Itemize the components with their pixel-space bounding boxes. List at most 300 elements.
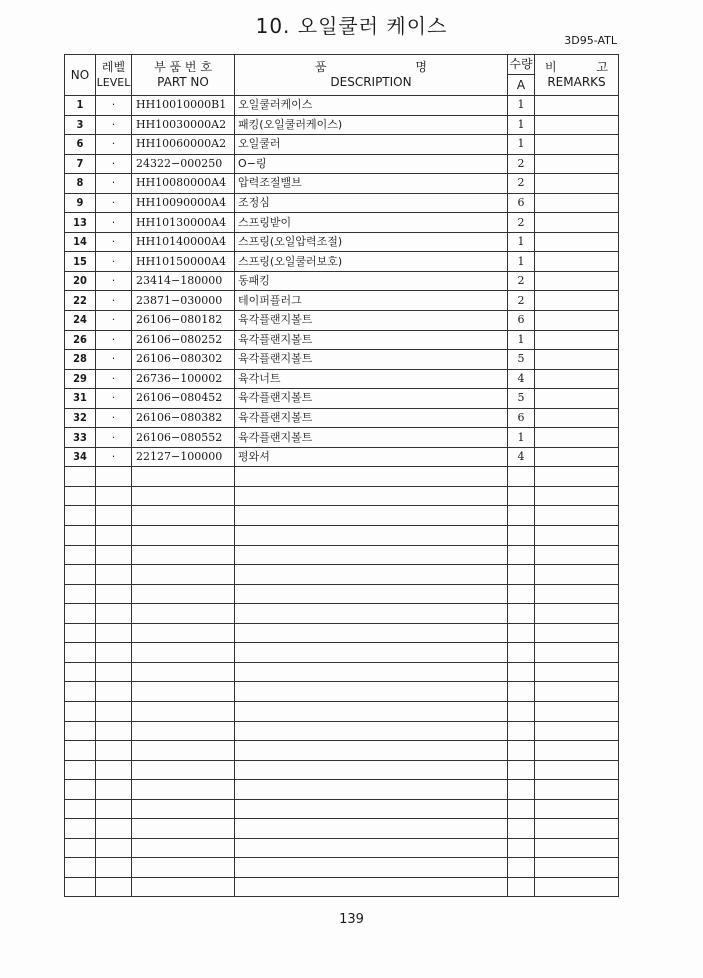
row-no: 31 — [65, 389, 96, 409]
empty-cell — [508, 486, 535, 506]
empty-table-row — [65, 467, 619, 487]
empty-table-row — [65, 526, 619, 546]
empty-cell — [96, 526, 132, 546]
row-description: 스프링(오일압력조절) — [235, 232, 508, 252]
empty-cell — [535, 701, 619, 721]
empty-cell — [535, 604, 619, 624]
empty-table-row — [65, 741, 619, 761]
empty-cell — [508, 467, 535, 487]
empty-cell — [535, 506, 619, 526]
empty-table-row — [65, 682, 619, 702]
empty-cell — [65, 838, 96, 858]
empty-cell — [535, 545, 619, 565]
empty-cell — [132, 780, 235, 800]
header-desc-ko-1: 품 — [315, 60, 327, 74]
empty-cell — [508, 760, 535, 780]
row-part-no: HH10030000A2 — [132, 115, 235, 135]
empty-table-row — [65, 780, 619, 800]
row-no: 34 — [65, 447, 96, 467]
row-remarks — [535, 350, 619, 370]
row-part-no: HH10060000A2 — [132, 135, 235, 155]
row-part-no: 26106−080182 — [132, 311, 235, 331]
table-header-row — [65, 55, 619, 96]
row-description: 압력조절밸브 — [235, 174, 508, 194]
row-level: · — [96, 428, 132, 448]
empty-cell — [235, 526, 508, 546]
empty-cell — [535, 565, 619, 585]
header-remarks-ko — [535, 60, 618, 75]
empty-cell — [132, 760, 235, 780]
row-quantity: 2 — [508, 154, 535, 174]
empty-table-row — [65, 858, 619, 878]
row-quantity: 1 — [508, 96, 535, 116]
row-part-no: HH10150000A4 — [132, 252, 235, 272]
row-remarks — [535, 135, 619, 155]
table-row — [65, 408, 619, 428]
row-description: 오일쿨러케이스 — [235, 96, 508, 116]
row-quantity: 1 — [508, 428, 535, 448]
row-remarks — [535, 154, 619, 174]
header-remarks-ko-2: 고 — [596, 60, 608, 74]
empty-cell — [235, 506, 508, 526]
table-row — [65, 96, 619, 116]
table-row — [65, 447, 619, 467]
empty-table-row — [65, 584, 619, 604]
row-description: 스프링(오일쿨러보호) — [235, 252, 508, 272]
row-description: 오일쿨러 — [235, 135, 508, 155]
row-part-no: HH10080000A4 — [132, 174, 235, 194]
row-level: · — [96, 271, 132, 291]
row-part-no: HH10010000B1 — [132, 96, 235, 116]
empty-cell — [235, 565, 508, 585]
empty-cell — [508, 858, 535, 878]
empty-cell — [235, 486, 508, 506]
row-level: · — [96, 389, 132, 409]
empty-cell — [508, 877, 535, 897]
row-level: · — [96, 174, 132, 194]
row-level: · — [96, 193, 132, 213]
empty-cell — [96, 565, 132, 585]
row-part-no: 24322−000250 — [132, 154, 235, 174]
row-part-no: 23871−030000 — [132, 291, 235, 311]
empty-cell — [235, 760, 508, 780]
empty-cell — [535, 838, 619, 858]
row-description: 테이퍼플러그 — [235, 291, 508, 311]
row-no: 13 — [65, 213, 96, 233]
empty-cell — [508, 838, 535, 858]
empty-cell — [96, 604, 132, 624]
empty-table-row — [65, 604, 619, 624]
empty-cell — [96, 838, 132, 858]
row-part-no: 26736−100002 — [132, 369, 235, 389]
row-quantity: 1 — [508, 330, 535, 350]
row-no: 1 — [65, 96, 96, 116]
row-quantity: 6 — [508, 311, 535, 331]
row-part-no: HH10140000A4 — [132, 232, 235, 252]
row-no: 33 — [65, 428, 96, 448]
row-remarks — [535, 311, 619, 331]
header-no: NO — [65, 55, 96, 96]
empty-cell — [132, 604, 235, 624]
page-number: 139 — [339, 912, 364, 927]
table-row — [65, 311, 619, 331]
empty-cell — [535, 486, 619, 506]
empty-table-row — [65, 565, 619, 585]
row-no: 3 — [65, 115, 96, 135]
header-desc-en: DESCRIPTION — [330, 75, 412, 89]
row-description: 육각플랜지볼트 — [235, 311, 508, 331]
row-part-no: 23414−180000 — [132, 271, 235, 291]
empty-cell — [96, 545, 132, 565]
row-level: · — [96, 350, 132, 370]
row-no: 24 — [65, 311, 96, 331]
empty-cell — [132, 741, 235, 761]
row-description: 육각플랜지볼트 — [235, 330, 508, 350]
empty-table-row — [65, 799, 619, 819]
empty-cell — [535, 799, 619, 819]
empty-cell — [508, 682, 535, 702]
empty-cell — [508, 819, 535, 839]
empty-cell — [508, 565, 535, 585]
empty-cell — [508, 545, 535, 565]
row-remarks — [535, 174, 619, 194]
header-remarks-ko-1: 비 — [545, 60, 557, 74]
empty-cell — [235, 819, 508, 839]
empty-cell — [132, 799, 235, 819]
empty-cell — [508, 721, 535, 741]
header-qty-ko: 수량 — [508, 55, 534, 75]
empty-table-row — [65, 545, 619, 565]
table-row — [65, 271, 619, 291]
empty-cell — [65, 643, 96, 663]
empty-cell — [535, 584, 619, 604]
empty-cell — [235, 682, 508, 702]
empty-cell — [65, 584, 96, 604]
empty-cell — [96, 760, 132, 780]
row-quantity: 5 — [508, 350, 535, 370]
header-level-en: LEVEL — [96, 76, 131, 89]
empty-table-row — [65, 506, 619, 526]
empty-cell — [508, 643, 535, 663]
parts-table-container — [64, 54, 618, 897]
empty-cell — [96, 780, 132, 800]
header-part-ko: 부 품 번 호 — [154, 60, 212, 74]
empty-cell — [132, 721, 235, 741]
empty-cell — [235, 741, 508, 761]
table-row — [65, 369, 619, 389]
header-desc-ko-2: 명 — [415, 60, 427, 74]
row-level: · — [96, 115, 132, 135]
row-remarks — [535, 428, 619, 448]
empty-table-row — [65, 701, 619, 721]
row-part-no: 22127−100000 — [132, 447, 235, 467]
empty-cell — [65, 701, 96, 721]
empty-cell — [65, 545, 96, 565]
row-part-no: 26106−080382 — [132, 408, 235, 428]
row-level: · — [96, 154, 132, 174]
empty-cell — [132, 819, 235, 839]
row-remarks — [535, 96, 619, 116]
row-remarks — [535, 369, 619, 389]
table-row — [65, 193, 619, 213]
empty-cell — [65, 799, 96, 819]
empty-cell — [65, 526, 96, 546]
empty-cell — [96, 486, 132, 506]
row-quantity: 6 — [508, 408, 535, 428]
empty-cell — [96, 858, 132, 878]
empty-cell — [235, 780, 508, 800]
row-no: 22 — [65, 291, 96, 311]
table-row — [65, 330, 619, 350]
row-quantity: 1 — [508, 135, 535, 155]
empty-cell — [65, 604, 96, 624]
empty-cell — [235, 662, 508, 682]
empty-cell — [96, 682, 132, 702]
empty-cell — [235, 838, 508, 858]
empty-cell — [235, 604, 508, 624]
row-level: · — [96, 311, 132, 331]
empty-cell — [96, 799, 132, 819]
empty-cell — [535, 877, 619, 897]
header-qty-sub: A — [516, 78, 526, 92]
header-description — [235, 55, 508, 96]
row-no: 29 — [65, 369, 96, 389]
row-description: 조정심 — [235, 193, 508, 213]
row-level: · — [96, 213, 132, 233]
row-quantity: 2 — [508, 213, 535, 233]
empty-cell — [235, 623, 508, 643]
row-part-no: 26106−080302 — [132, 350, 235, 370]
empty-cell — [535, 741, 619, 761]
row-remarks — [535, 330, 619, 350]
empty-cell — [235, 721, 508, 741]
empty-cell — [132, 565, 235, 585]
empty-table-row — [65, 662, 619, 682]
row-no: 32 — [65, 408, 96, 428]
empty-cell — [96, 506, 132, 526]
header-part-en: PART NO — [157, 75, 209, 89]
row-level: · — [96, 135, 132, 155]
empty-cell — [508, 741, 535, 761]
empty-table-row — [65, 623, 619, 643]
row-description: O−링 — [235, 154, 508, 174]
empty-cell — [132, 584, 235, 604]
row-remarks — [535, 115, 619, 135]
empty-cell — [132, 877, 235, 897]
row-quantity: 2 — [508, 174, 535, 194]
empty-table-row — [65, 721, 619, 741]
empty-cell — [235, 584, 508, 604]
parts-table — [64, 54, 619, 897]
row-remarks — [535, 408, 619, 428]
empty-cell — [96, 819, 132, 839]
table-row — [65, 350, 619, 370]
table-row — [65, 174, 619, 194]
row-description: 평와셔 — [235, 447, 508, 467]
empty-cell — [535, 467, 619, 487]
empty-cell — [96, 741, 132, 761]
row-description: 육각너트 — [235, 369, 508, 389]
row-no: 8 — [65, 174, 96, 194]
empty-table-row — [65, 838, 619, 858]
empty-cell — [132, 662, 235, 682]
table-row — [65, 135, 619, 155]
row-description: 육각플랜지볼트 — [235, 350, 508, 370]
empty-cell — [96, 721, 132, 741]
empty-cell — [96, 701, 132, 721]
empty-cell — [535, 526, 619, 546]
model-code: 3D95-ATL — [564, 34, 617, 47]
empty-table-row — [65, 486, 619, 506]
table-row — [65, 154, 619, 174]
empty-cell — [65, 760, 96, 780]
empty-cell — [508, 584, 535, 604]
row-remarks — [535, 232, 619, 252]
table-body — [65, 96, 619, 897]
row-no: 14 — [65, 232, 96, 252]
header-level-ko: 레벨 — [101, 60, 126, 74]
row-no: 6 — [65, 135, 96, 155]
row-level: · — [96, 232, 132, 252]
row-level: · — [96, 447, 132, 467]
empty-cell — [65, 623, 96, 643]
empty-table-row — [65, 877, 619, 897]
empty-cell — [235, 545, 508, 565]
empty-cell — [535, 858, 619, 878]
empty-cell — [65, 662, 96, 682]
empty-cell — [65, 506, 96, 526]
header-level — [96, 55, 132, 96]
empty-cell — [132, 858, 235, 878]
row-quantity: 1 — [508, 232, 535, 252]
empty-cell — [132, 643, 235, 663]
empty-cell — [508, 604, 535, 624]
row-part-no: 26106−080452 — [132, 389, 235, 409]
empty-table-row — [65, 819, 619, 839]
row-no: 28 — [65, 350, 96, 370]
empty-cell — [65, 486, 96, 506]
row-remarks — [535, 271, 619, 291]
row-quantity: 2 — [508, 291, 535, 311]
empty-cell — [535, 682, 619, 702]
empty-cell — [65, 565, 96, 585]
empty-cell — [132, 623, 235, 643]
empty-cell — [65, 741, 96, 761]
empty-cell — [96, 877, 132, 897]
empty-cell — [96, 662, 132, 682]
empty-cell — [132, 838, 235, 858]
row-quantity: 1 — [508, 252, 535, 272]
empty-cell — [96, 623, 132, 643]
empty-cell — [65, 467, 96, 487]
empty-cell — [535, 643, 619, 663]
empty-cell — [65, 877, 96, 897]
row-part-no: 26106−080552 — [132, 428, 235, 448]
empty-cell — [235, 701, 508, 721]
empty-cell — [508, 623, 535, 643]
row-level: · — [96, 252, 132, 272]
row-remarks — [535, 291, 619, 311]
row-level: · — [96, 291, 132, 311]
row-quantity: 6 — [508, 193, 535, 213]
empty-cell — [508, 799, 535, 819]
row-remarks — [535, 213, 619, 233]
empty-cell — [235, 467, 508, 487]
row-description: 육각플랜지볼트 — [235, 408, 508, 428]
header-part-no — [132, 55, 235, 96]
empty-cell — [535, 623, 619, 643]
empty-cell — [96, 584, 132, 604]
row-no: 20 — [65, 271, 96, 291]
row-quantity: 2 — [508, 271, 535, 291]
empty-cell — [132, 486, 235, 506]
header-desc-ko — [235, 60, 507, 75]
empty-cell — [65, 780, 96, 800]
row-no: 7 — [65, 154, 96, 174]
empty-cell — [65, 682, 96, 702]
empty-cell — [132, 526, 235, 546]
row-remarks — [535, 252, 619, 272]
row-remarks — [535, 447, 619, 467]
row-description: 패킹(오일쿨러케이스) — [235, 115, 508, 135]
header-quantity — [508, 55, 535, 96]
page-title: 10. 오일쿨러 케이스 — [255, 14, 448, 38]
header-remarks-en: REMARKS — [547, 75, 606, 89]
table-row — [65, 291, 619, 311]
empty-cell — [132, 701, 235, 721]
empty-table-row — [65, 643, 619, 663]
empty-cell — [132, 467, 235, 487]
empty-table-row — [65, 760, 619, 780]
row-description: 동패킹 — [235, 271, 508, 291]
row-no: 26 — [65, 330, 96, 350]
row-quantity: 5 — [508, 389, 535, 409]
row-level: · — [96, 408, 132, 428]
table-row — [65, 428, 619, 448]
row-quantity: 4 — [508, 447, 535, 467]
row-no: 9 — [65, 193, 96, 213]
row-part-no: HH10090000A4 — [132, 193, 235, 213]
row-part-no: 26106−080252 — [132, 330, 235, 350]
empty-cell — [96, 467, 132, 487]
empty-cell — [65, 858, 96, 878]
table-row — [65, 213, 619, 233]
empty-cell — [132, 682, 235, 702]
empty-cell — [535, 760, 619, 780]
table-row — [65, 115, 619, 135]
empty-cell — [65, 819, 96, 839]
empty-cell — [235, 858, 508, 878]
row-no: 15 — [65, 252, 96, 272]
empty-cell — [535, 662, 619, 682]
empty-cell — [508, 701, 535, 721]
row-quantity: 1 — [508, 115, 535, 135]
empty-cell — [508, 526, 535, 546]
table-row — [65, 232, 619, 252]
row-description: 육각플랜지볼트 — [235, 428, 508, 448]
empty-cell — [235, 643, 508, 663]
empty-cell — [508, 506, 535, 526]
empty-cell — [508, 780, 535, 800]
empty-cell — [235, 877, 508, 897]
row-level: · — [96, 369, 132, 389]
empty-cell — [535, 780, 619, 800]
row-remarks — [535, 193, 619, 213]
empty-cell — [132, 506, 235, 526]
row-level: · — [96, 96, 132, 116]
row-level: · — [96, 330, 132, 350]
row-quantity: 4 — [508, 369, 535, 389]
